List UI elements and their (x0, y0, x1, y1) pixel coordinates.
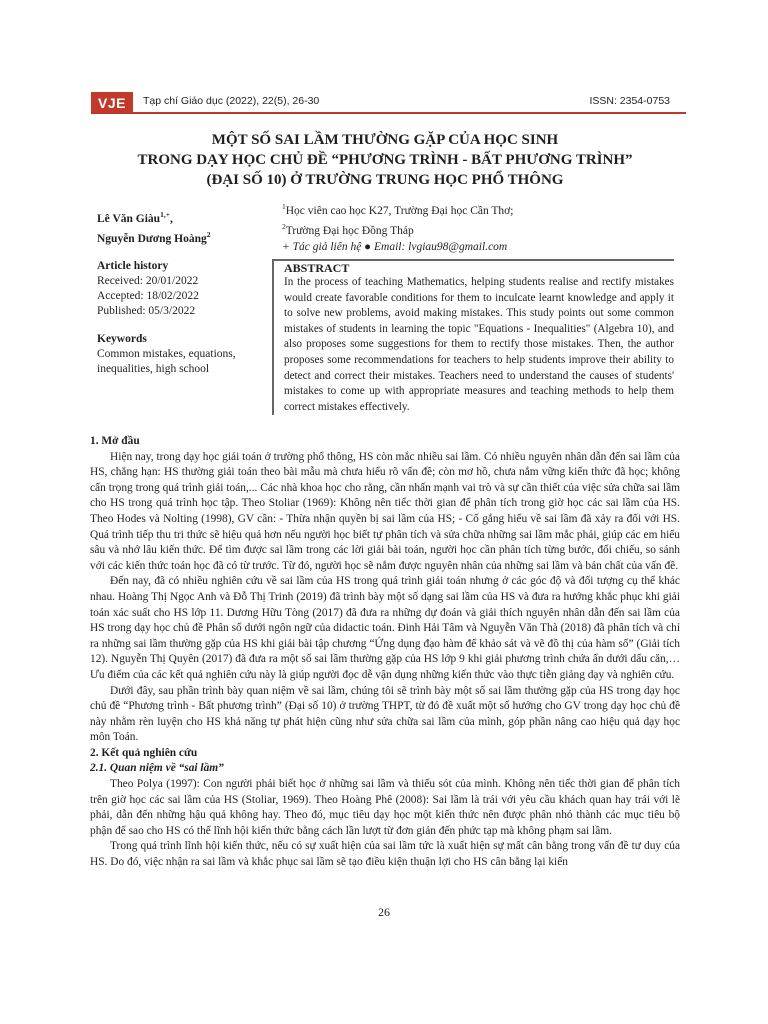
paragraph-1: Hiện nay, trong dạy học giải toán ở trường phổ thông, HS còn mắc nhiều sai lầm. Có nhiều nguyên nhân dẫn đến sai lầm của HS, chẳng hạn: HS thường giải toán theo bài mẫu mà chưa hiểu rõ vấn đề; còn mơ hồ, chưa nắm vững kiến thức đã học; không cẩn trọng trong quá trình giải toán,... Các nhà khoa học cho rằng, cần nhấn mạnh vai trò và sự cần thiết của việc sửa chữa sai lầm cho HS trong quá trình học tập. Theo Stoliar (1969): Không nên tiếc thời gian để phân tích trong giờ học các sai lầm của HS. Theo Hodes và Nolting (1998), GV cần: - Thừa nhận quyền bị sai lầm của HS; - Cố gắng hiểu về sai lầm đã xảy ra đối với HS. Quá trình tiếp thu tri thức sẽ hiệu quả hơn nếu người học biết tự phân tích và sửa chữa những sai lầm mắc phải, giúp các em hiểu sâu và nhớ lâu kiến thức. Để tìm được sai lầm trong các lời giải bài toán, người học cần phân tích từng bước, đối chiếu, so sánh với các kiến thức toán học đã có từ trước. Từ đó, người học sẽ nắm được nguyên nhân của những sai lầm và bản chất của vấn đề. (90, 450, 680, 572)
title-line-1: MỘT SỐ SAI LẦM THƯỜNG GẶP CỦA HỌC SINH (211, 132, 559, 148)
paragraph-2: Đến nay, đã có nhiều nghiên cứu về sai lầm của HS trong quá trình giải toán nhưng ở các góc độ và đối tượng cụ thể khác nhau. Hoàng Thị Ngọc Anh và Đỗ Thị Trinh (2019) đã trình bày một số dạng sai lầm của HS và đưa ra hướng khắc phục khi giải toán xác suất cho HS lớp 11. Dương Hữu Tòng (2017) đã đưa ra những dự đoán và giải thích nguyên nhân dẫn đến sai lầm của HS trong dạy học chủ đề Phân số dưới ngôn ngữ của didactic toán. Đinh Hải Tâm và Nguyễn Văn Thà (2018) đã phân tích và chỉ ra những sai lầm thường gặp của HS khi giải bài tập chương “Ứng dụng đạo hàm để khảo sát và vẽ đồ thị của hàm số” (Giải tích 12). Nguyễn Thị Quyên (2017) đã đưa ra một số sai lầm thường gặp của HS lớp 9 khi giải phương trình chứa ẩn dưới dấu căn,… Ưu điểm của các kết quả nghiên cứu này là giúp người đọc dễ vận dụng những kiến thức vào thực tiễn giảng dạy và nghiên cứu. (90, 575, 680, 681)
header-divider (133, 112, 686, 114)
article-body (90, 434, 680, 871)
keywords-text: Common mistakes, equations, inequalities, high school (97, 348, 236, 375)
journal-logo: VJE (91, 92, 133, 114)
paragraph-3: Dưới đây, sau phần trình bày quan niệm về sai lầm, chúng tôi sẽ trình bày một số sai lầm thường gặp của HS trong dạy học chủ đề “Phương trình - Bất phương trình” (Đại số 10) ở trường THPT, từ đó đề xuất một số hướng cho GV trong dạy học chủ đề này nhằm rèn luyện cho HS khả năng tự phát hiện cũng như sửa chữa sai lầm của mình, góp phần nâng cao hiệu quả dạy học môn Toán. (90, 684, 680, 744)
abstract-box (272, 259, 674, 415)
abstract-heading: ABSTRACT (284, 261, 350, 275)
author-2: Nguyễn Dương Hoàng$^2$ (97, 229, 211, 245)
section-heading-1: 1. Mở đầu (90, 435, 140, 447)
affiliation-2: $^2$Trường Đại học Đồng Tháp (282, 221, 414, 237)
journal-issn: ISSN: 2354-0753 (589, 95, 670, 107)
journal-citation: Tạp chí Giáo dục (2022), 22(5), 26-30 (143, 95, 320, 107)
journal-header (91, 92, 686, 114)
subsection-heading-2-1: 2.1. Quan niệm về “sai lầm” (90, 762, 224, 775)
corresponding-author: + Tác giả liên hệ ● Email: lvgiau98@gmail.com (282, 240, 508, 253)
author-list (97, 207, 211, 247)
affiliation-1: $^1$Học viên cao học K27, Trường Đại học Cần Thơ; (282, 202, 514, 217)
paragraph-4: Theo Polya (1997): Con người phải biết học ở những sai lầm và thiếu sót của mình. Không nên tiếc thời gian để phân tích trên giờ học các sai lầm của HS (Stoliar, 1969). Theo Hoàng Phê (2008): Sai lầm là trái với yêu cầu khách quan hay trái với lẽ phải, dẫn đến những hậu quả không hay. Theo đó, mục tiêu dạy học một kiến thức nên được phân nhỏ thành các mục tiêu bộ phận để sao cho HS có thể lĩnh hội kiến thức bằng cách lần lượt từ đơn giản đến phức tạp mà không phạm sai lầm. (90, 778, 680, 837)
article-history-heading: Article history (97, 260, 169, 272)
paragraph-5: Trong quá trình lĩnh hội kiến thức, nếu có sự xuất hiện của sai lầm tức là xuất hiện sự mất cân bằng trong vấn đề tư duy của HS. Do đó, việc nhận ra sai lầm và khắc phục sai lầm sẽ tạo điều kiện thuận lợi cho HS cân bằng lại kiến (90, 840, 680, 869)
accepted-date: Accepted: 18/02/2022 (97, 290, 199, 302)
title-line-2: TRONG DẠY HỌC CHỦ ĐỀ “PHƯƠNG TRÌNH - BẤT PHƯƠNG TRÌNH” (137, 152, 633, 168)
title-line-3: (ĐẠI SỐ 10) Ở TRƯỜNG TRUNG HỌC PHỔ THÔNG (206, 172, 564, 188)
keywords-heading: Keywords (97, 333, 147, 345)
article-info (97, 259, 257, 377)
published-date: Published: 05/3/2022 (97, 305, 196, 317)
abstract-text: In the process of teaching Mathematics, helping students realise and rectify mistakes would create favorable conditions for them to inculcate learnt knowledge and apply it to solve new problems, avoid making mistakes. This study points out some common mistakes of students in learning the topic "Equations - Inequalities" (Algebra 10), and also proposes some suggestions for them to rectify those mistakes. Then, the author proposes some recommendations for teachers to help students improve their ability to detect and correct their mistakes. Teachers need to understand the causes of students' mistakes to come up with appropriate measures and teaching methods to help them correct mistakes effectively. (284, 276, 674, 413)
section-heading-2: 2. Kết quả nghiên cứu (90, 746, 198, 759)
author-1: Lê Văn Giàu$^{1,+}$, (97, 210, 173, 225)
page-number: 26 (378, 905, 390, 919)
paper-title (90, 130, 680, 190)
affiliations (282, 199, 513, 255)
received-date: Received: 20/01/2022 (97, 275, 199, 287)
